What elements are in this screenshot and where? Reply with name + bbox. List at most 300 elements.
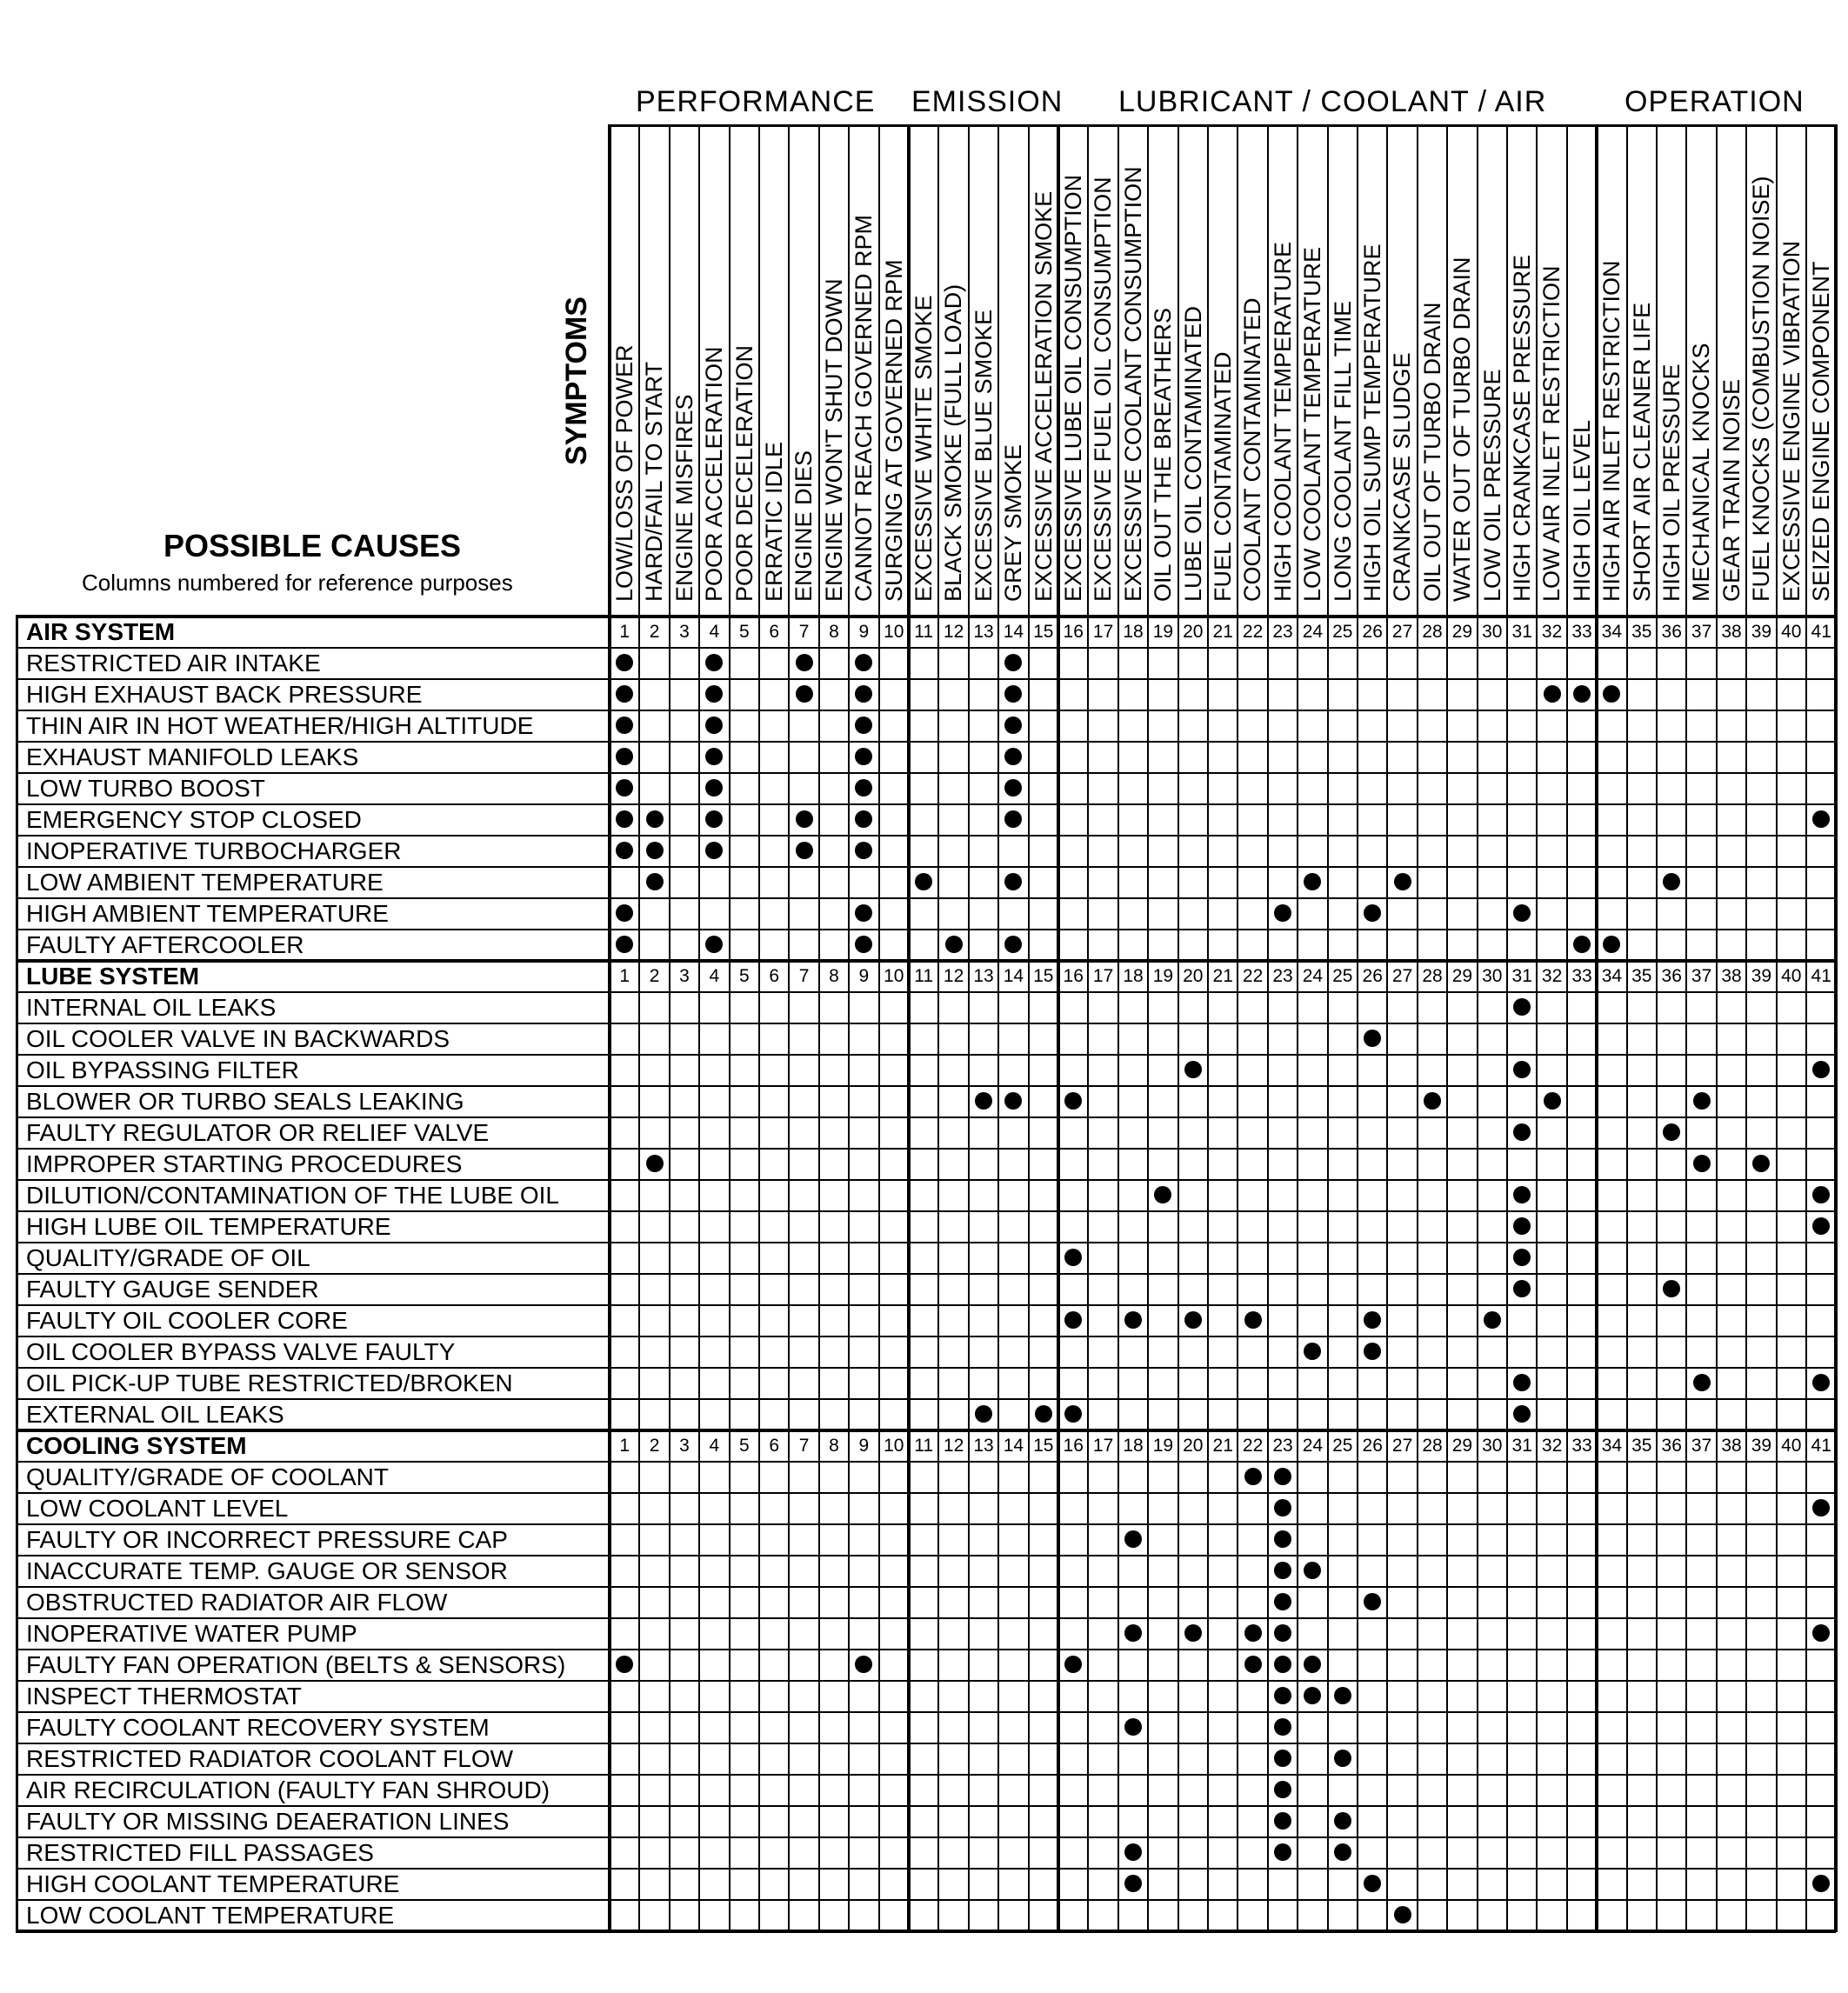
cause-symptom-dot xyxy=(1004,873,1022,890)
column-divider xyxy=(1297,124,1298,1932)
cause-symptom-dot xyxy=(616,1656,633,1673)
column-number: 9 xyxy=(858,1436,870,1456)
column-number: 23 xyxy=(1272,622,1293,642)
cause-symptom-dot xyxy=(855,842,872,859)
cause-symptom-dot xyxy=(1064,1092,1082,1110)
cause-symptom-dot xyxy=(1513,1061,1531,1078)
column-number: 19 xyxy=(1152,1436,1174,1456)
row-divider xyxy=(16,929,1836,930)
column-divider xyxy=(937,124,939,1932)
column-number: 27 xyxy=(1391,966,1413,986)
cause-row-label: FAULTY COOLANT RECOVERY SYSTEM xyxy=(26,1714,490,1741)
column-number: 4 xyxy=(709,966,720,986)
column-divider xyxy=(1267,124,1269,1932)
cause-symptom-dot xyxy=(1124,1843,1142,1861)
column-number: 15 xyxy=(1033,1436,1054,1456)
row-divider xyxy=(16,1304,1836,1306)
column-number: 2 xyxy=(649,1436,660,1456)
cause-symptom-dot xyxy=(1004,717,1022,734)
symptom-column-label: OIL OUT THE BREATHERS xyxy=(1150,307,1177,602)
cause-symptom-dot xyxy=(616,685,633,703)
row-divider xyxy=(16,1336,1836,1337)
cause-symptom-dot xyxy=(855,685,872,703)
cause-symptom-dot xyxy=(616,748,633,765)
column-number: 3 xyxy=(679,1436,690,1456)
cause-symptom-dot xyxy=(1004,779,1022,797)
cause-symptom-dot xyxy=(1513,1249,1531,1266)
cause-symptom-dot xyxy=(1304,1562,1321,1579)
column-number: 28 xyxy=(1422,966,1443,986)
cause-row-label: FAULTY AFTERCOOLER xyxy=(26,931,304,958)
cause-symptom-dot xyxy=(1124,1530,1142,1548)
cause-symptom-dot xyxy=(975,1092,992,1110)
symptom-column-label: HIGH OIL LEVEL xyxy=(1568,419,1595,602)
cause-symptom-dot xyxy=(1274,1781,1291,1798)
column-number: 34 xyxy=(1601,966,1623,986)
column-number: 38 xyxy=(1721,1436,1742,1456)
column-number: 41 xyxy=(1811,966,1831,986)
category-divider xyxy=(1834,124,1838,1932)
column-divider xyxy=(1776,124,1778,1932)
column-number: 40 xyxy=(1781,1436,1802,1456)
cause-symptom-dot xyxy=(1513,1186,1531,1203)
column-number: 34 xyxy=(1601,622,1623,642)
section-header: AIR SYSTEM xyxy=(26,618,176,645)
cause-symptom-dot xyxy=(1274,1593,1291,1610)
column-divider xyxy=(1087,124,1089,1932)
grid-left-border xyxy=(16,615,18,1932)
row-divider xyxy=(16,741,1836,743)
column-number: 2 xyxy=(649,966,660,986)
column-divider xyxy=(1117,124,1119,1932)
cause-symptom-dot xyxy=(855,779,872,797)
column-divider xyxy=(1716,124,1718,1932)
cause-symptom-dot xyxy=(855,654,872,671)
cause-symptom-dot xyxy=(1812,810,1830,828)
symptom-column-label: HIGH OIL SUMP TEMPERATURE xyxy=(1359,243,1385,602)
symptom-column-label: BLACK SMOKE (FULL LOAD) xyxy=(940,283,967,602)
cause-symptom-dot xyxy=(1364,1311,1381,1329)
cause-row-label: INOPERATIVE WATER PUMP xyxy=(26,1620,357,1647)
cause-symptom-dot xyxy=(616,936,633,953)
column-number: 12 xyxy=(943,1436,964,1456)
column-number: 8 xyxy=(829,966,839,986)
cause-symptom-dot xyxy=(705,685,723,703)
category-divider xyxy=(1057,124,1060,1932)
column-number: 3 xyxy=(679,622,690,642)
column-number: 40 xyxy=(1781,622,1802,642)
column-number: 30 xyxy=(1482,1436,1503,1456)
column-number: 13 xyxy=(973,966,994,986)
column-number: 7 xyxy=(798,622,810,642)
column-number: 21 xyxy=(1212,622,1233,642)
column-number: 16 xyxy=(1063,966,1084,986)
column-divider xyxy=(1028,124,1030,1932)
cause-symptom-dot xyxy=(1274,1530,1291,1548)
cause-symptom-dot xyxy=(1304,873,1321,890)
symptom-column-label: HIGH AIR INLET RESTRICTION xyxy=(1598,260,1625,602)
column-number: 7 xyxy=(798,966,810,986)
column-divider xyxy=(968,124,970,1932)
cause-symptom-dot xyxy=(1394,1906,1411,1923)
symptom-column-label: CANNOT REACH GOVERNED RPM xyxy=(851,214,877,602)
column-number: 17 xyxy=(1092,1436,1114,1456)
row-divider xyxy=(16,1273,1836,1275)
column-number: 6 xyxy=(769,1436,780,1456)
column-divider xyxy=(1446,124,1448,1932)
cause-symptom-dot xyxy=(1364,904,1381,922)
cause-symptom-dot xyxy=(855,904,872,922)
cause-symptom-dot xyxy=(915,873,932,890)
cause-row-label: THIN AIR IN HOT WEATHER/HIGH ALTITUDE xyxy=(26,712,534,739)
column-number: 3 xyxy=(679,966,690,986)
cause-symptom-dot xyxy=(1513,1405,1531,1423)
symptom-column-label: EXCESSIVE LUBE OIL CONSUMPTION xyxy=(1060,174,1086,602)
cause-row-label: EXHAUST MANIFOLD LEAKS xyxy=(26,743,359,770)
column-number: 9 xyxy=(858,966,870,986)
column-divider xyxy=(1506,124,1508,1932)
column-number: 1 xyxy=(619,966,630,986)
cause-symptom-dot xyxy=(1334,1843,1351,1861)
column-number: 27 xyxy=(1391,622,1413,642)
column-number: 29 xyxy=(1451,622,1473,642)
column-divider xyxy=(848,124,850,1932)
cause-symptom-dot xyxy=(1274,904,1291,922)
row-divider xyxy=(16,1680,1836,1682)
cause-symptom-dot xyxy=(855,810,872,828)
column-number: 5 xyxy=(738,1436,750,1456)
row-divider xyxy=(16,1836,1836,1838)
column-divider xyxy=(669,124,670,1932)
section-divider xyxy=(16,959,1836,963)
cause-symptom-dot xyxy=(1513,1123,1531,1141)
column-number: 30 xyxy=(1482,622,1503,642)
cause-symptom-dot xyxy=(1274,1656,1291,1673)
row-divider xyxy=(16,991,1836,993)
cause-symptom-dot xyxy=(1064,1405,1082,1423)
cause-symptom-dot xyxy=(616,717,633,734)
row-divider xyxy=(16,1398,1836,1400)
column-number: 4 xyxy=(709,1436,720,1456)
symptom-column-label: WATER OUT OF TURBO DRAIN xyxy=(1449,257,1476,602)
column-number: 8 xyxy=(829,622,839,642)
symptom-column-label: HARD/FAIL TO START xyxy=(641,361,668,602)
column-number: 26 xyxy=(1362,622,1383,642)
column-number: 20 xyxy=(1183,622,1204,642)
column-number: 32 xyxy=(1541,966,1563,986)
column-number: 38 xyxy=(1721,622,1742,642)
cause-symptom-dot xyxy=(1184,1624,1202,1642)
cause-symptom-dot xyxy=(1004,654,1022,671)
column-number: 36 xyxy=(1661,622,1682,642)
symptom-column-label: ENGINE MISFIRES xyxy=(670,394,697,602)
column-number: 5 xyxy=(738,966,750,986)
cause-symptom-dot xyxy=(1274,1843,1291,1861)
column-number: 26 xyxy=(1362,966,1383,986)
cause-row-label: OIL COOLER BYPASS VALVE FAULTY xyxy=(26,1338,456,1365)
cause-symptom-dot xyxy=(855,1656,872,1673)
cause-symptom-dot xyxy=(1004,936,1022,953)
cause-symptom-dot xyxy=(1064,1311,1082,1329)
cause-symptom-dot xyxy=(1513,998,1531,1016)
category-header: EMISSION xyxy=(911,85,1064,118)
row-divider xyxy=(16,1179,1836,1181)
column-number: 20 xyxy=(1183,1436,1204,1456)
symptom-column-label: GEAR TRAIN NOISE xyxy=(1718,378,1745,602)
grid-bottom-border xyxy=(16,1930,1836,1933)
symptom-column-label: EXCESSIVE ENGINE VIBRATION xyxy=(1778,240,1805,602)
causes-subtitle: Columns numbered for reference purposes xyxy=(82,570,513,596)
column-divider xyxy=(1327,124,1329,1932)
symptom-column-label: OIL OUT OF TURBO DRAIN xyxy=(1418,302,1445,602)
column-number: 4 xyxy=(709,622,720,642)
column-number: 14 xyxy=(1003,1436,1024,1456)
symptom-column-label: HIGH CRANKCASE PRESSURE xyxy=(1509,254,1535,602)
cause-symptom-dot xyxy=(646,873,664,890)
row-divider xyxy=(16,1116,1836,1118)
cause-row-label: EMERGENCY STOP CLOSED xyxy=(26,806,362,833)
column-divider xyxy=(1386,124,1388,1932)
row-divider xyxy=(16,1743,1836,1744)
column-divider xyxy=(1656,124,1658,1932)
column-number: 22 xyxy=(1242,966,1264,986)
column-divider xyxy=(818,124,820,1932)
row-divider xyxy=(16,1023,1836,1024)
category-divider xyxy=(907,124,911,1932)
row-divider xyxy=(16,1461,1836,1463)
row-divider xyxy=(16,1617,1836,1619)
cause-symptom-dot xyxy=(1364,1030,1381,1047)
category-header: PERFORMANCE xyxy=(636,85,876,118)
column-divider xyxy=(1745,124,1747,1932)
column-number: 23 xyxy=(1272,966,1293,986)
column-divider xyxy=(758,124,760,1932)
symptom-column-label: FUEL KNOCKS (COMBUSTION NOISE) xyxy=(1748,176,1775,602)
cause-row-label: HIGH AMBIENT TEMPERATURE xyxy=(26,900,389,927)
symptom-column-label: EXCESSIVE FUEL OIL CONSUMPTION xyxy=(1090,177,1117,602)
cause-symptom-dot xyxy=(1513,1280,1531,1297)
symptom-column-label: MECHANICAL KNOCKS xyxy=(1688,343,1715,602)
column-number: 9 xyxy=(858,622,870,642)
cause-symptom-dot xyxy=(1603,685,1620,703)
cause-row-label: INSPECT THERMOSTAT xyxy=(26,1683,302,1710)
row-divider xyxy=(16,1555,1836,1556)
column-number: 16 xyxy=(1063,622,1084,642)
cause-row-label: IMPROPER STARTING PROCEDURES xyxy=(26,1150,463,1177)
cause-row-label: OIL PICK-UP TUBE RESTRICTED/BROKEN xyxy=(26,1370,513,1396)
category-divider xyxy=(608,124,611,1932)
column-divider xyxy=(788,124,790,1932)
cause-symptom-dot xyxy=(1812,1624,1830,1642)
column-number: 14 xyxy=(1003,966,1024,986)
cause-row-label: EXTERNAL OIL LEAKS xyxy=(26,1401,284,1428)
symptom-column-label: SURGING AT GOVERNED RPM xyxy=(880,259,907,602)
cause-row-label: QUALITY/GRADE OF OIL xyxy=(26,1244,310,1271)
row-divider xyxy=(16,1085,1836,1087)
column-number: 30 xyxy=(1482,966,1503,986)
row-divider xyxy=(16,897,1836,899)
cause-symptom-dot xyxy=(1274,1750,1291,1767)
column-number: 23 xyxy=(1272,1436,1293,1456)
cause-symptom-dot xyxy=(1334,1750,1351,1767)
cause-row-label: OIL BYPASSING FILTER xyxy=(26,1056,299,1083)
column-number: 39 xyxy=(1751,622,1772,642)
column-number: 17 xyxy=(1092,966,1114,986)
column-number: 7 xyxy=(798,1436,810,1456)
column-number: 27 xyxy=(1391,1436,1413,1456)
symptom-column-label: LOW OIL PRESSURE xyxy=(1478,369,1505,602)
column-number: 11 xyxy=(914,622,934,642)
column-number: 18 xyxy=(1123,622,1144,642)
cause-row-label: FAULTY OR INCORRECT PRESSURE CAP xyxy=(26,1526,508,1553)
row-divider xyxy=(16,772,1836,774)
row-divider xyxy=(16,1899,1836,1901)
column-number: 35 xyxy=(1631,1436,1652,1456)
cause-symptom-dot xyxy=(1124,1624,1142,1642)
causes-title: POSSIBLE CAUSES xyxy=(163,528,462,563)
cause-symptom-dot xyxy=(1812,1217,1830,1235)
column-number: 18 xyxy=(1123,966,1144,986)
cause-symptom-dot xyxy=(1513,1374,1531,1391)
column-number: 15 xyxy=(1033,622,1054,642)
column-number: 12 xyxy=(943,966,964,986)
symptom-column-label: HIGH COOLANT TEMPERATURE xyxy=(1269,241,1296,602)
cause-symptom-dot xyxy=(1304,1656,1321,1673)
cause-row-label: HIGH COOLANT TEMPERATURE xyxy=(26,1870,400,1897)
column-number: 20 xyxy=(1183,966,1204,986)
cause-symptom-dot xyxy=(1364,1343,1381,1360)
row-divider xyxy=(16,1210,1836,1212)
cause-symptom-dot xyxy=(1812,1875,1830,1892)
symptom-column-label: LUBE OIL CONTAMINATED xyxy=(1179,305,1206,602)
category-header: OPERATION xyxy=(1625,85,1805,118)
cause-symptom-dot xyxy=(1334,1687,1351,1704)
cause-symptom-dot xyxy=(1663,1280,1680,1297)
column-divider xyxy=(878,124,880,1932)
column-number: 38 xyxy=(1721,966,1742,986)
column-number: 29 xyxy=(1451,1436,1473,1456)
cause-symptom-dot xyxy=(616,810,633,828)
cause-symptom-dot xyxy=(705,717,723,734)
column-divider xyxy=(1477,124,1478,1932)
column-divider xyxy=(1207,124,1209,1932)
column-divider xyxy=(638,124,640,1932)
cause-symptom-dot xyxy=(1812,1499,1830,1516)
cause-row-label: LOW AMBIENT TEMPERATURE xyxy=(26,869,384,896)
column-number: 36 xyxy=(1661,1436,1682,1456)
symptom-column-label: POOR ACCELERATION xyxy=(701,346,728,602)
cause-symptom-dot xyxy=(1364,1875,1381,1892)
column-number: 15 xyxy=(1033,966,1054,986)
row-divider xyxy=(16,1586,1836,1588)
category-divider xyxy=(1595,124,1598,1932)
cause-symptom-dot xyxy=(705,779,723,797)
cause-symptom-dot xyxy=(1124,1311,1142,1329)
cause-row-label: AIR RECIRCULATION (FAULTY FAN SHROUD) xyxy=(26,1776,550,1803)
cause-symptom-dot xyxy=(1394,873,1411,890)
column-number: 19 xyxy=(1152,966,1174,986)
row-divider xyxy=(16,1805,1836,1807)
symptom-column-label: LOW COOLANT TEMPERATURE xyxy=(1299,246,1326,602)
symptom-column-label: EXCESSIVE WHITE SMOKE xyxy=(911,295,937,602)
column-number: 33 xyxy=(1571,966,1592,986)
column-number: 2 xyxy=(649,622,660,642)
cause-symptom-dot xyxy=(616,842,633,859)
cause-symptom-dot xyxy=(1573,936,1591,953)
cause-row-label: FAULTY FAN OPERATION (BELTS & SENSORS) xyxy=(26,1651,566,1678)
cause-row-label: FAULTY GAUGE SENDER xyxy=(26,1276,319,1303)
cause-row-label: RESTRICTED AIR INTAKE xyxy=(26,650,321,677)
cause-symptom-dot xyxy=(1544,685,1561,703)
section-header: COOLING SYSTEM xyxy=(26,1432,247,1459)
cause-symptom-dot xyxy=(1004,685,1022,703)
row-divider xyxy=(16,803,1836,805)
cause-symptom-dot xyxy=(1603,936,1620,953)
column-number: 14 xyxy=(1003,622,1024,642)
cause-symptom-dot xyxy=(1334,1812,1351,1830)
row-divider xyxy=(16,1492,1836,1494)
section-divider xyxy=(16,615,1836,618)
column-number: 13 xyxy=(973,1436,994,1456)
cause-symptom-dot xyxy=(1184,1311,1202,1329)
cause-symptom-dot xyxy=(1812,1061,1830,1078)
row-divider xyxy=(16,1868,1836,1870)
symptom-column-label: LONG COOLANT FILL TIME xyxy=(1329,300,1356,602)
section-header: LUBE SYSTEM xyxy=(26,963,200,990)
column-number: 25 xyxy=(1332,1436,1353,1456)
symptom-column-label: POOR DECELERATION xyxy=(731,344,757,602)
cause-row-label: BLOWER OR TURBO SEALS LEAKING xyxy=(26,1088,464,1115)
cause-symptom-dot xyxy=(616,654,633,671)
column-divider xyxy=(1685,124,1687,1932)
cause-symptom-dot xyxy=(1124,1875,1142,1892)
cause-symptom-dot xyxy=(616,904,633,922)
cause-symptom-dot xyxy=(705,936,723,953)
cause-row-label: RESTRICTED FILL PASSAGES xyxy=(26,1839,374,1866)
row-divider xyxy=(16,835,1836,837)
cause-row-label: OBSTRUCTED RADIATOR AIR FLOW xyxy=(26,1589,448,1616)
cause-row-label: FAULTY REGULATOR OR RELIEF VALVE xyxy=(26,1119,490,1146)
cause-symptom-dot xyxy=(1004,810,1022,828)
cause-symptom-dot xyxy=(705,810,723,828)
cause-symptom-dot xyxy=(1274,1687,1291,1704)
cause-symptom-dot xyxy=(1004,1092,1022,1110)
column-divider xyxy=(729,124,731,1932)
cause-symptom-dot xyxy=(1573,685,1591,703)
cause-symptom-dot xyxy=(1364,1593,1381,1610)
cause-symptom-dot xyxy=(1513,904,1531,922)
cause-row-label: INOPERATIVE TURBOCHARGER xyxy=(26,837,402,864)
column-number: 5 xyxy=(738,622,750,642)
symptom-column-label: ERRATIC IDLE xyxy=(761,441,787,602)
cause-symptom-dot xyxy=(1244,1624,1262,1642)
symptom-column-label: LOW AIR INLET RESTRICTION xyxy=(1538,265,1565,602)
column-divider xyxy=(1357,124,1358,1932)
symptom-column-label: EXCESSIVE COOLANT CONSUMPTION xyxy=(1119,166,1146,602)
cause-symptom-dot xyxy=(796,842,813,859)
column-number: 13 xyxy=(973,622,994,642)
column-number: 6 xyxy=(769,622,780,642)
cause-symptom-dot xyxy=(1244,1656,1262,1673)
column-number: 35 xyxy=(1631,966,1652,986)
cause-row-label: LOW TURBO BOOST xyxy=(26,775,265,802)
cause-row-label: OIL COOLER VALVE IN BACKWARDS xyxy=(26,1025,450,1052)
column-number: 35 xyxy=(1631,622,1652,642)
section-divider xyxy=(16,1429,1836,1432)
row-divider xyxy=(16,866,1836,868)
cause-symptom-dot xyxy=(1274,1812,1291,1830)
column-number: 26 xyxy=(1362,1436,1383,1456)
